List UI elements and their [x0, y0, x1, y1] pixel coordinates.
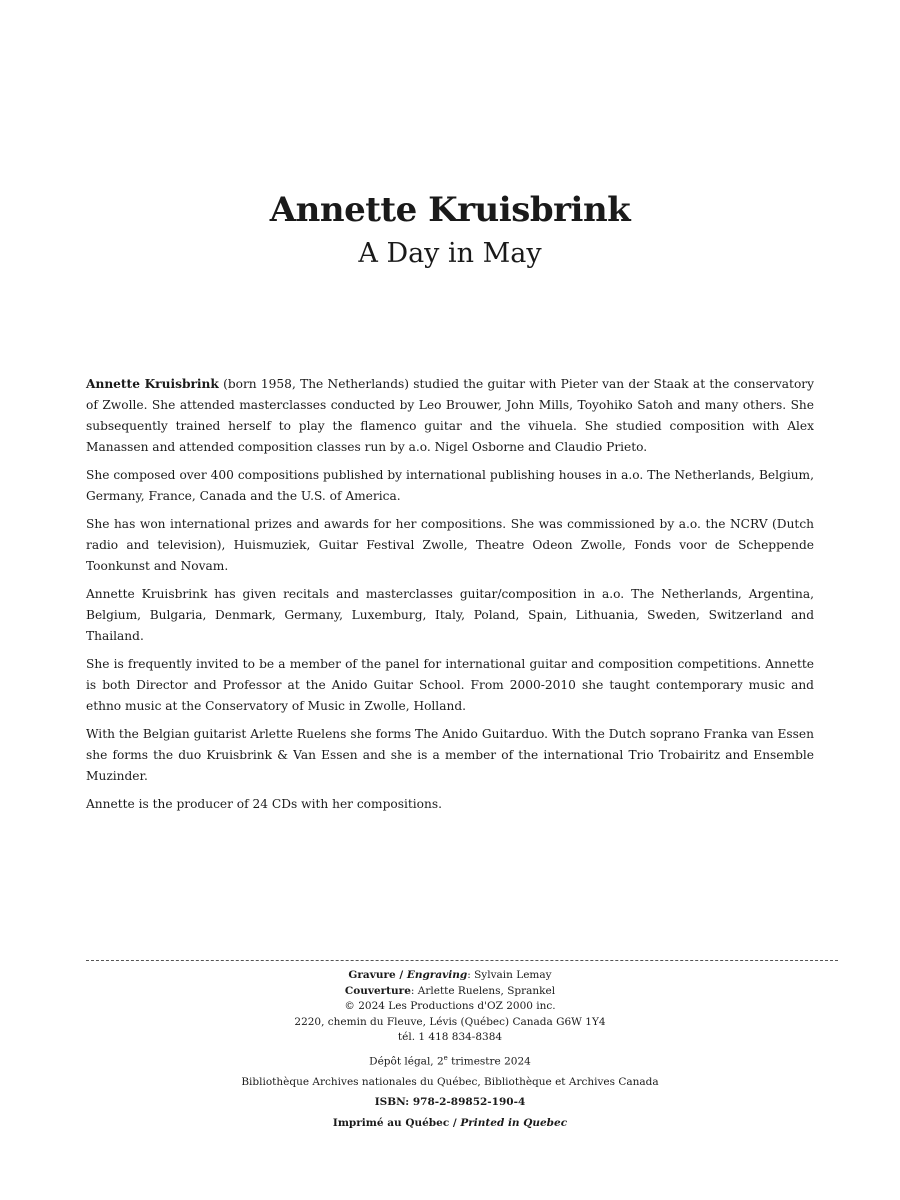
work-title: A Day in May [358, 238, 542, 269]
composer-name: Annette Kruisbrink [269, 190, 631, 230]
isbn: ISBN: 978-2-89852-190-4 [374, 1096, 526, 1108]
copyright: © 2024 Les Productions d'OZ 2000 inc. [344, 1000, 556, 1012]
engraving-label: Gravure / Engraving [348, 969, 468, 981]
libraries: Bibliothèque Archives nationales du Québec, Bibliothèque et Archives Canada [241, 1075, 659, 1088]
title-block [0, 190, 900, 269]
cover-credit: Couverture: Arlette Ruelens, Sprankel [344, 984, 556, 997]
publisher-phone: tél. 1 418 834-8384 [397, 1031, 503, 1043]
divider [86, 960, 838, 961]
legal-deposit: Dépôt légal, 2e trimestre 2024 [369, 1053, 531, 1067]
publisher-address: 2220, chemin du Fleuve, Lévis (Québec) Canada G6W 1Y4 [294, 1015, 606, 1028]
bio-paragraph [86, 374, 814, 458]
bio-paragraph: With the Belgian guitarist Arlette Ruelens she forms The Anido Guitarduo. With the Dutch soprano Franka van Essen she forms the duo Kruisbrink & Van Essen and she is a member of the international Trio Trobairitz and Ensemble Muzinder. [86, 727, 814, 783]
bio-paragraph: Annette Kruisbrink has given recitals and masterclasses guitar/composition in a.o. The Netherlands, Argentina, Belgium, Bulgaria, Denmark, Germany, Luxemburg, Italy, Poland, Spain, Lithuania, Sweden, Switzerland and Thailand. [86, 587, 814, 643]
engraving-credit: Gravure / Engraving: Sylvain Lemay [348, 969, 552, 981]
bio-paragraph: She composed over 400 compositions published by international publishing houses in a.o. The Netherlands, Belgium, Germany, France, Canada and the U.S. of America. [86, 468, 814, 503]
bio-text: (born 1958, The Netherlands) studied the guitar with Pieter van der Staak at the conservatory of Zwolle. She attended masterclasses conducted by Leo Brouwer, John Mills, Toyohiko Satoh and many others. She subsequently trained herself to play the flamenco guitar and the vihuela. She studied composition with Alex Manassen and attended composition classes run by a.o. Nigel Osborne and Claudio Prieto. [86, 377, 814, 454]
bio-paragraph: She has won international prizes and awards for her compositions. She was commissioned by a.o. the NCRV (Dutch radio and television), Huismuziek, Guitar Festival Zwolle, Theatre Odeon Zwolle, Fonds voor de Scheppende Toonkunst and Novam. [86, 517, 814, 573]
bio-name: Annette Kruisbrink [86, 377, 219, 391]
bio-paragraph: She is frequently invited to be a member of the panel for international guitar and composition competitions. Annette is both Director and Professor at the Anido Guitar School. From 2000-2010 she taught contemporary music and ethno music at the Conservatory of Music in Zwolle, Holland. [86, 657, 814, 713]
bio-paragraph: Annette is the producer of 24 CDs with her compositions. [86, 797, 442, 811]
biography [86, 374, 814, 822]
cover-label: Couverture [344, 984, 411, 997]
printed-in: Imprimé au Québec / Printed in Quebec [332, 1116, 568, 1129]
credits-block [0, 968, 900, 1131]
